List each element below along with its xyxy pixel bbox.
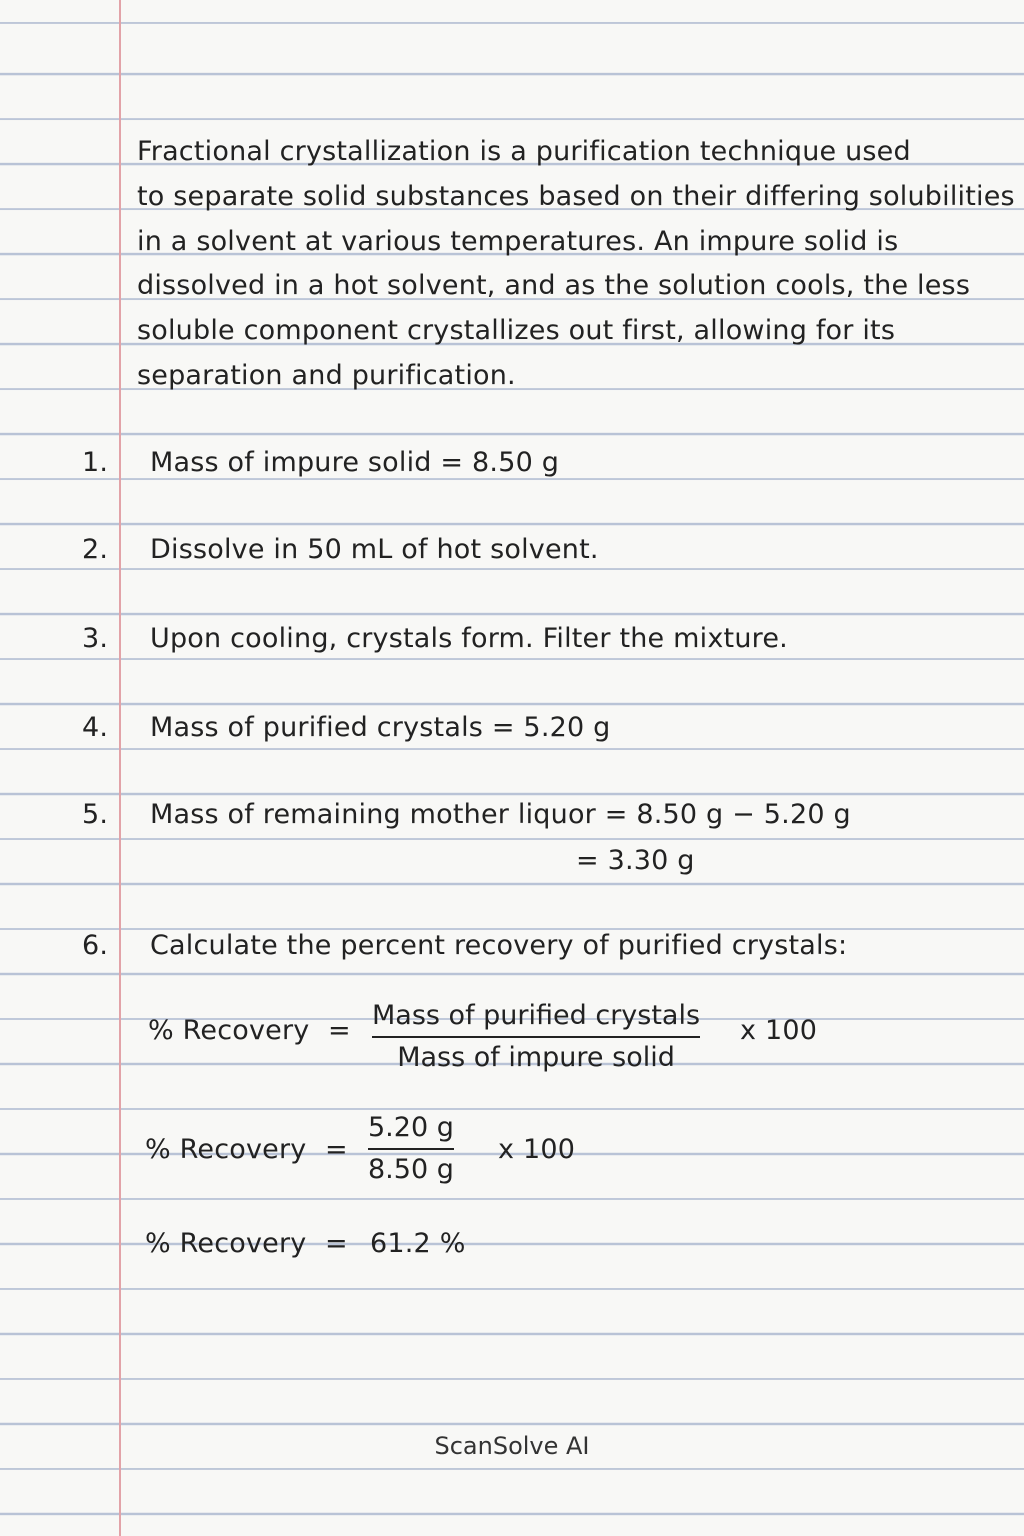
- margin-line: [119, 0, 121, 1536]
- fraction-bar: [368, 1148, 454, 1150]
- intro-line-1: Fractional crystallization is a purification technique used: [137, 136, 911, 167]
- result-lhs: % Recovery: [145, 1228, 307, 1259]
- formula-multiplier: x 100: [740, 1015, 818, 1046]
- step-text-4: Mass of purified crystals = 5.20 g: [150, 712, 611, 743]
- formula-denominator: Mass of impure solid: [397, 1042, 675, 1073]
- step-number-5: 5.: [82, 799, 109, 830]
- formula-equals: =: [328, 1015, 351, 1046]
- step-text-3: Upon cooling, crystals form. Filter the mixture.: [150, 623, 788, 654]
- result-value: 61.2 %: [370, 1228, 466, 1259]
- intro-line-4: dissolved in a hot solvent, and as the solution cools, the less: [137, 270, 971, 301]
- step-number-4: 4.: [82, 712, 109, 743]
- substitution-numerator: 5.20 g: [368, 1112, 454, 1143]
- intro-line-6: separation and purification.: [137, 360, 516, 391]
- fraction-bar: [372, 1036, 700, 1038]
- intro-line-3: in a solvent at various temperatures. An impure solid is: [137, 226, 899, 257]
- step-number-6: 6.: [82, 930, 109, 961]
- step-text-6: Calculate the percent recovery of purified crystals:: [150, 930, 848, 961]
- substitution-denominator: 8.50 g: [368, 1154, 454, 1185]
- intro-line-2: to separate solid substances based on their differing solubilities: [137, 181, 1015, 212]
- footer-watermark: ScanSolve AI: [434, 1432, 590, 1460]
- substitution-multiplier: x 100: [498, 1134, 576, 1165]
- step-text-2: Dissolve in 50 mL of hot solvent.: [150, 534, 599, 565]
- formula-lhs: % Recovery: [148, 1015, 310, 1046]
- substitution-fraction: [368, 1110, 454, 1188]
- step-text-1: Mass of impure solid = 8.50 g: [150, 447, 560, 478]
- substitution-equals: =: [325, 1134, 348, 1165]
- step-number-2: 2.: [82, 534, 109, 565]
- formula-fraction: [372, 998, 700, 1076]
- result-equals: =: [325, 1228, 348, 1259]
- step-number-1: 1.: [82, 447, 109, 478]
- intro-line-5: soluble component crystallizes out first, allowing for its: [137, 315, 896, 346]
- step-number-3: 3.: [82, 623, 109, 654]
- step-text-5: Mass of remaining mother liquor = 8.50 g − 5.20 g: [150, 799, 851, 830]
- substitution-lhs: % Recovery: [145, 1134, 307, 1165]
- step-text-5-continuation: = 3.30 g: [576, 845, 695, 876]
- formula-numerator: Mass of purified crystals: [372, 1000, 701, 1031]
